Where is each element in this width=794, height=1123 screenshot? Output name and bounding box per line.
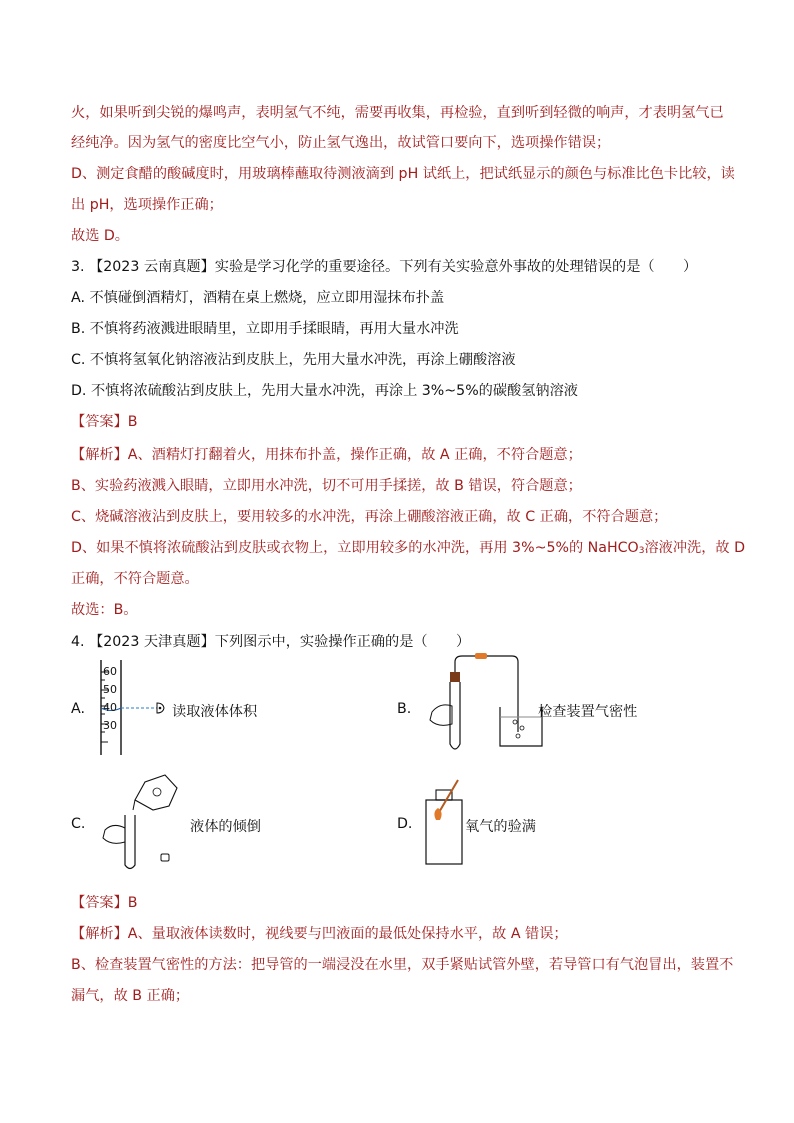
q4-option-d-letter: D. [397,816,413,832]
q3-option-c: C. 不慎将氢氧化钠溶液沾到皮肤上，先用大量水冲洗，再涂上硼酸溶液 [71,352,516,368]
q3-answer: 【答案】B [71,414,138,430]
scale-60: 60 [103,665,117,678]
q3-option-a: A. 不慎碰倒酒精灯，酒精在桌上燃烧，应立即用湿抹布扑盖 [71,290,445,306]
liquid-pouring-figure [95,770,195,870]
q4-analysis-b: B、检查装置气密性的方法：把导管的一端浸没在水里，双手紧贴试管外壁，若导管口有气泡冒出，装置不 [71,957,734,973]
q3-analysis-d-post: 溶液冲洗，故 D [644,540,746,556]
q3-analysis-c: C、烧碱溶液沾到皮肤上，要用较多的水冲洗，再涂上硼酸溶液正确，故 C 正确，不符合题意； [71,509,668,525]
scale-40: 40 [103,701,117,714]
q4-analysis-b2: 漏气，故 B 正确； [71,988,190,1004]
q3-choose: 故选：B。 [71,602,138,618]
prev-line-2: 经纯净。因为氢气的密度比空气小，防止氢气逸出，故试管口要向下，选项操作错误； [71,135,611,151]
q4-label-a: 读取液体体积 [172,704,258,720]
prev-line-3: D、测定食醋的酸碱度时，用玻璃棒蘸取待测液滴到 pH 试纸上，把试纸显示的颜色与标准比色卡比较，读 [71,166,735,182]
q4-label-b: 检查装置气密性 [538,704,638,720]
q4-analysis-a: 【解析】A、量取液体读数时，视线要与凹液面的最低处保持水平，故 A 错误； [71,926,568,942]
q4-answer: 【答案】B [71,895,138,911]
q3-analysis-b: B、实验药液溅入眼睛，立即用水冲洗，切不可用手揉搓，故 B 错误，符合题意； [71,478,582,494]
q4-option-c-letter: C. [71,816,86,832]
q3-option-d: D. 不慎将浓硫酸沾到皮肤上，先用大量水冲洗，再涂上 3%~5%的碳酸氢钠溶液 [71,383,578,399]
q4-title: 4. 【2023 天津真题】下列图示中，实验操作正确的是（ ） [71,634,471,650]
q3-title: 3. 【2023 云南真题】实验是学习化学的重要途径。下列有关实验意外事故的处理错误的是（ ） [71,259,698,275]
q3-analysis-d-sub: 3 [638,546,645,556]
scale-50: 50 [103,683,117,696]
q3-analysis-d2: 正确，不符合题意。 [71,571,199,587]
q3-option-b: B. 不慎将药液溅进眼睛里，立即用手揉眼睛，再用大量水冲洗 [71,321,459,337]
q3-analysis-d-pre: D、如果不慎将浓硫酸沾到皮肤或衣物上，立即用较多的水冲洗，再用 3%~5%的 NaHCO [71,540,639,556]
prev-choose: 故选 D。 [71,228,129,244]
q4-label-c: 液体的倾倒 [190,819,261,835]
scale-30: 30 [103,719,117,732]
prev-line-1: 火，如果听到尖锐的爆鸣声，表明氢气不纯，需要再收集，再检验，直到听到轻微的响声，才表明氢气已 [71,105,724,121]
airtightness-apparatus-figure [420,662,550,762]
prev-line-4: 出 pH，选项操作正确； [71,197,223,213]
q4-label-d: 氧气的验满 [465,819,536,835]
q3-analysis-a: 【解析】A、酒精灯打翻着火，用抹布扑盖，操作正确，故 A 正确，不符合题意； [71,447,582,463]
q4-option-a-letter: A. [71,701,85,717]
q4-option-b-letter: B. [397,701,412,717]
q3-analysis-d [71,538,745,561]
